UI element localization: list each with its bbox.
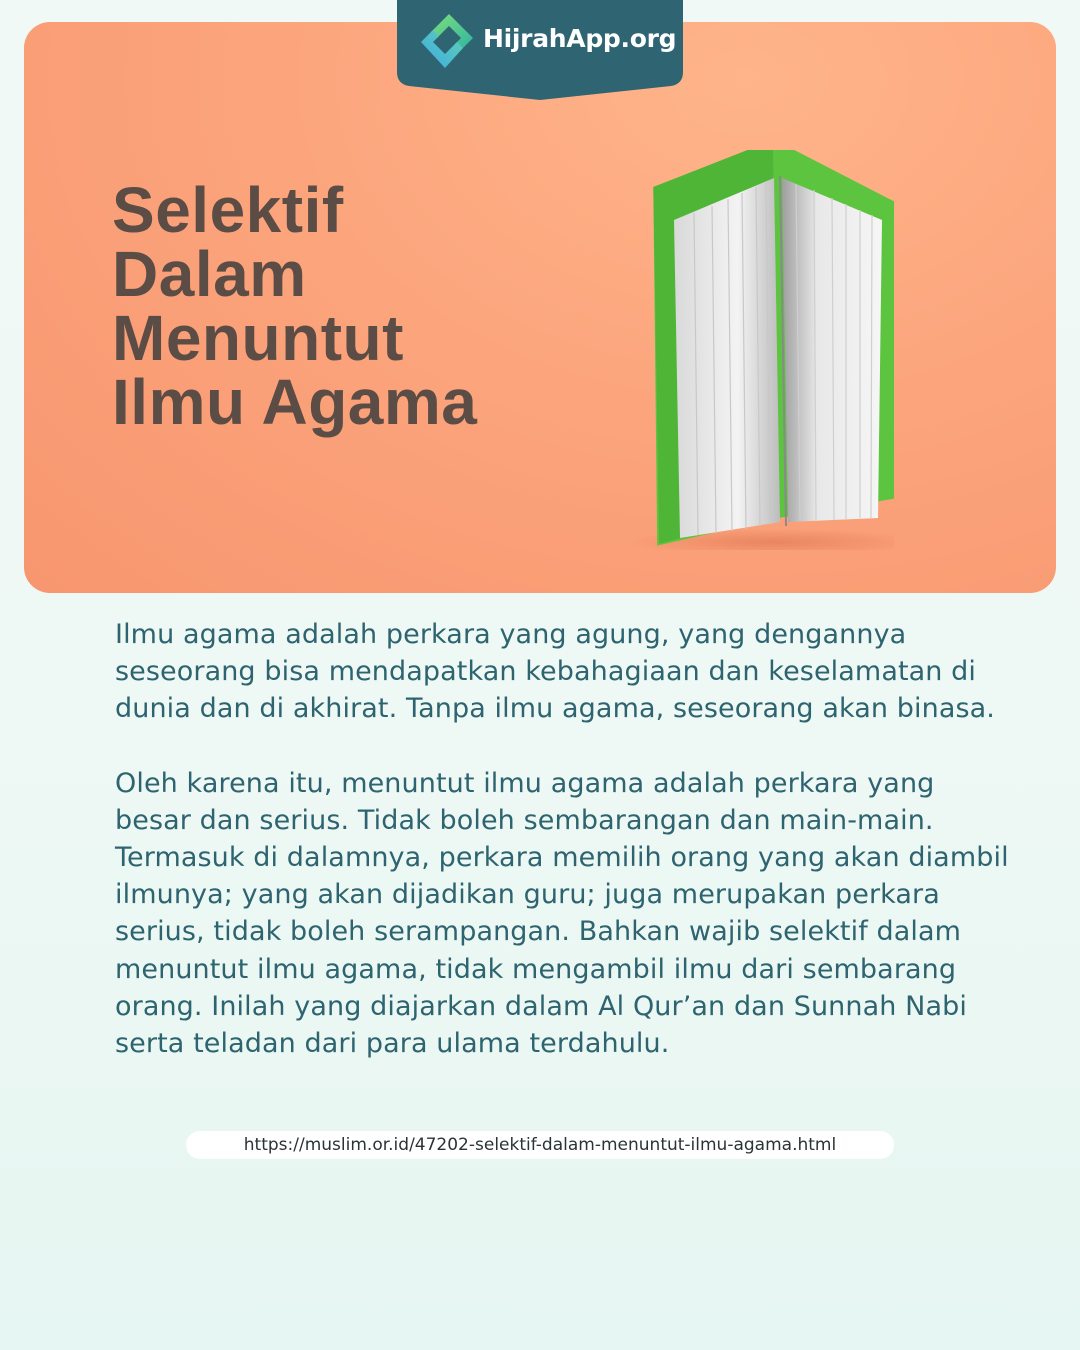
brand-name-part: App (566, 24, 621, 53)
title-line: Dalam (112, 238, 307, 310)
title-line: Ilmu Agama (112, 366, 478, 438)
article-body (115, 616, 1015, 1099)
brand-name (483, 22, 676, 56)
brand-logo-tab[interactable] (397, 0, 683, 100)
title-line: Selektif (112, 174, 344, 246)
brand-name-part: Hijrah (483, 24, 567, 53)
hijrahapp-logo-icon (419, 12, 475, 70)
open-book-illustration (624, 150, 894, 550)
title-line: Menuntut (112, 302, 404, 374)
source-link[interactable]: https://muslim.or.id/47202-selektif-dalam-menuntut-ilmu-agama.html (186, 1131, 894, 1159)
paragraph: Ilmu agama adalah perkara yang agung, yang dengannya seseorang bisa mendapatkan kebahagiaan dan keselamatan di dunia dan di akhirat. Tanpa ilmu agama, seseorang akan binasa. (115, 619, 995, 725)
page-title (112, 174, 478, 438)
paragraph: Oleh karena itu, menuntut ilmu agama adalah perkara yang besar dan serius. Tidak boleh sembarangan dan main-main. Termasuk di dalamnya, perkara memilih orang yang akan diambil ilmunya; yang akan dijadikan guru; juga merupakan perkara serius, tidak boleh serampangan. Bahkan wajib selektif dalam menuntut ilmu agama, tidak mengambil ilmu dari sembarang orang. Inilah yang diajarkan dalam Al Qur’an dan Sunnah Nabi serta teladan dari para ulama terdahulu. (115, 767, 1009, 1060)
hero-banner (24, 22, 1056, 593)
brand-name-part: .org (620, 24, 677, 53)
